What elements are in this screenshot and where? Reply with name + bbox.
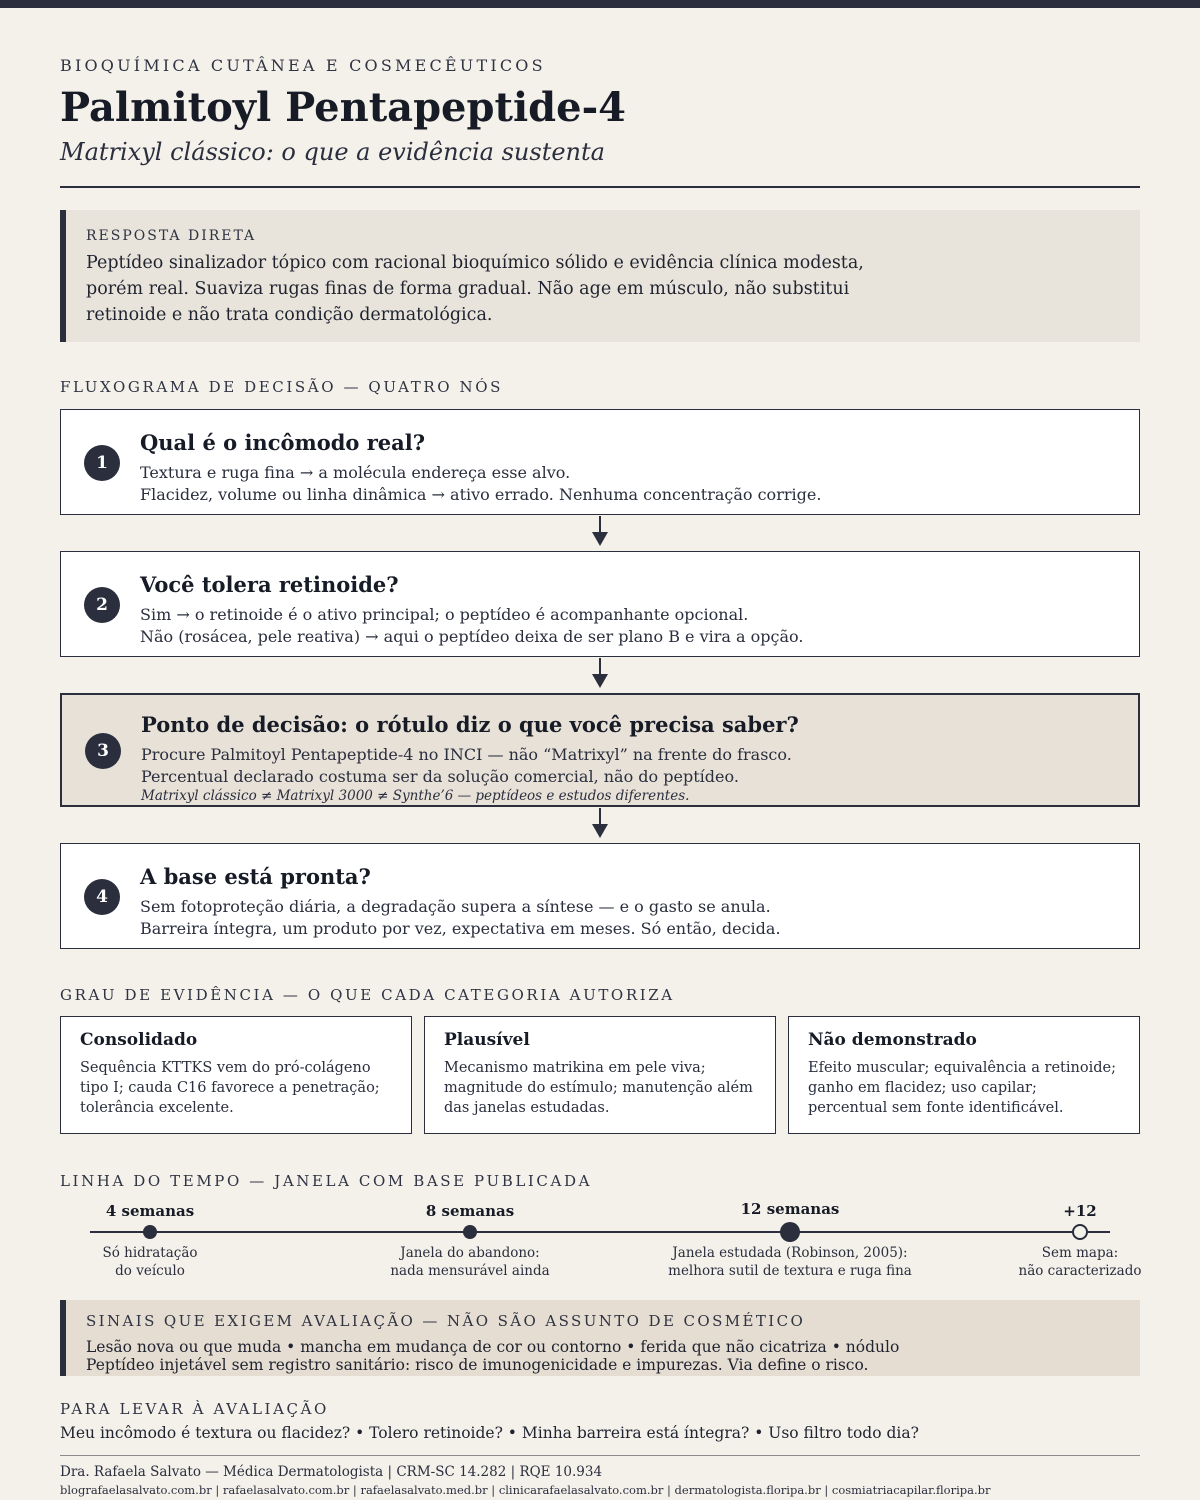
takeaway-label: PARA LEVAR À AVALIAÇÃO [60,1400,329,1418]
node-line: Barreira íntegra, um produto por vez, expectativa em meses. Só então, decida. [140,919,781,938]
timeline-point-label: +12 [1063,1202,1097,1220]
timeline-point-label: 12 semanas [740,1200,840,1218]
timeline-caption-line: Sem mapa: [1041,1245,1119,1261]
flow-arrow-down-icon [592,516,608,546]
timeline-point-label: 4 semanas [105,1202,195,1220]
node-number-badge: 4 [84,879,120,915]
node-number-badge: 3 [85,733,121,769]
top-accent-bar [0,0,1200,8]
timeline-caption-line: Só hidratação [102,1245,198,1261]
timeline-dot-open [1072,1224,1088,1240]
node-line: Não (rosácea, pele reativa) → aqui o peptídeo deixa de ser plano B e vira a opção. [140,627,804,646]
timeline-dot [463,1225,477,1239]
node-line: Textura e ruga fina → a molécula endereça esse alvo. [140,463,571,482]
evidence-card-consolidated [60,1016,412,1134]
evidence-card-title: Plausível [444,1030,530,1050]
footer-links: blografaelasalvato.com.br | rafaelasalvato.com.br | rafaelasalvato.med.br | clinicarafaelasalvato.com.br | dermatologista.floripa.br | cosmiatriacapilar.floripa.br [60,1483,991,1497]
direct-answer-callout [60,210,1140,342]
evidence-card-not-demonstrated [788,1016,1140,1134]
node-number-badge: 1 [84,445,120,481]
warning-label: SINAIS QUE EXIGEM AVALIAÇÃO — NÃO SÃO ASSUNTO DE COSMÉTICO [86,1312,806,1330]
flow-node-2 [60,551,1140,657]
evidence-card-plausible [424,1016,776,1134]
flow-node-3-decision [60,693,1140,807]
node-title: Qual é o incômodo real? [140,430,426,455]
warning-line: Peptídeo injetável sem registro sanitário: risco de imunogenicidade e impurezas. Via define o risco. [86,1356,869,1374]
footer-divider [60,1455,1140,1456]
timeline-dot-highlight [780,1222,800,1242]
timeline-caption-line: Janela do abandono: [400,1245,540,1261]
timeline-point-label: 8 semanas [425,1202,515,1220]
node-note: Matrixyl clássico ≠ Matrixyl 3000 ≠ Synthe’6 — peptídeos e estudos diferentes. [141,788,690,804]
evidence-card-text: Sequência KTTKS vem do pró-colágeno tipo I; cauda C16 favorece a penetração; tolerância excelente. [80,1060,380,1116]
warning-callout [60,1300,1140,1376]
page-title: Palmitoyl Pentapeptide-4 [60,84,626,131]
direct-answer-text: Peptídeo sinalizador tópico com racional bioquímico sólido e evidência clínica modesta, porém real. Suaviza rugas finas de forma gradual. Não age em músculo, não substitui retinoide e não trata condição dermatológica. [86,253,864,325]
warning-line: Lesão nova ou que muda • mancha em mudança de cor ou contorno • ferida que não cicatriza • nódulo [86,1338,900,1356]
node-line: Sim → o retinoide é o ativo principal; o peptídeo é acompanhante opcional. [140,605,749,624]
node-number-badge: 2 [84,587,120,623]
timeline-caption-line: melhora sutil de textura e ruga fina [668,1263,912,1279]
warning-text [86,1338,1120,1374]
timeline-caption-line: nada mensurável ainda [390,1263,550,1279]
timeline-caption-line: Janela estudada (Robinson, 2005): [672,1245,908,1261]
takeaway-text: Meu incômodo é textura ou flacidez? • Tolero retinoide? • Minha barreira está íntegra? • Uso filtro todo dia? [60,1424,919,1442]
node-title: Ponto de decisão: o rótulo diz o que você precisa saber? [141,712,799,737]
timeline [60,1196,1140,1286]
node-line: Procure Palmitoyl Pentapeptide-4 no INCI — não “Matrixyl” na frente do frasco. [141,745,792,764]
evidence-card-text: Efeito muscular; equivalência a retinoide; ganho em flacidez; uso capilar; percentual sem fonte identificável. [808,1060,1116,1116]
node-title: A base está pronta? [140,864,371,889]
timeline-caption-line: do veículo [115,1263,185,1279]
evidence-card-text: Mecanismo matrikina em pele viva; magnitude do estímulo; manutenção além das janelas estudadas. [444,1060,753,1116]
flowchart-label: FLUXOGRAMA DE DECISÃO — QUATRO NÓS [60,378,503,396]
timeline-caption [660,1244,920,1280]
flow-node-4 [60,843,1140,949]
flow-arrow-down-icon [592,658,608,688]
page-kicker: BIOQUÍMICA CUTÂNEA E COSMECÊUTICOS [60,56,546,75]
timeline-dot [143,1225,157,1239]
flow-arrow-down-icon [592,808,608,838]
node-line: Flacidez, volume ou linha dinâmica → ativo errado. Nenhuma concentração corrige. [140,485,822,504]
timeline-caption [20,1244,280,1280]
timeline-axis [90,1231,1110,1233]
footer-author: Dra. Rafaela Salvato — Médica Dermatologista | CRM-SC 14.282 | RQE 10.934 [60,1464,603,1480]
timeline-caption [340,1244,600,1280]
page-subtitle: Matrixyl clássico: o que a evidência sustenta [60,138,605,166]
node-line: Sem fotoproteção diária, a degradação supera a síntese — e o gasto se anula. [140,897,771,916]
header-divider [60,186,1140,188]
timeline-caption [950,1244,1200,1280]
timeline-caption-line: não caracterizado [1018,1263,1142,1279]
direct-answer-label: RESPOSTA DIRETA [86,228,257,244]
flow-node-1 [60,409,1140,515]
node-line: Percentual declarado costuma ser da solução comercial, não do peptídeo. [141,767,739,786]
evidence-card-title: Consolidado [80,1030,198,1050]
evidence-label: GRAU DE EVIDÊNCIA — O QUE CADA CATEGORIA AUTORIZA [60,986,675,1004]
evidence-card-title: Não demonstrado [808,1030,977,1050]
node-title: Você tolera retinoide? [140,572,399,597]
timeline-label: LINHA DO TEMPO — JANELA COM BASE PUBLICADA [60,1172,593,1190]
